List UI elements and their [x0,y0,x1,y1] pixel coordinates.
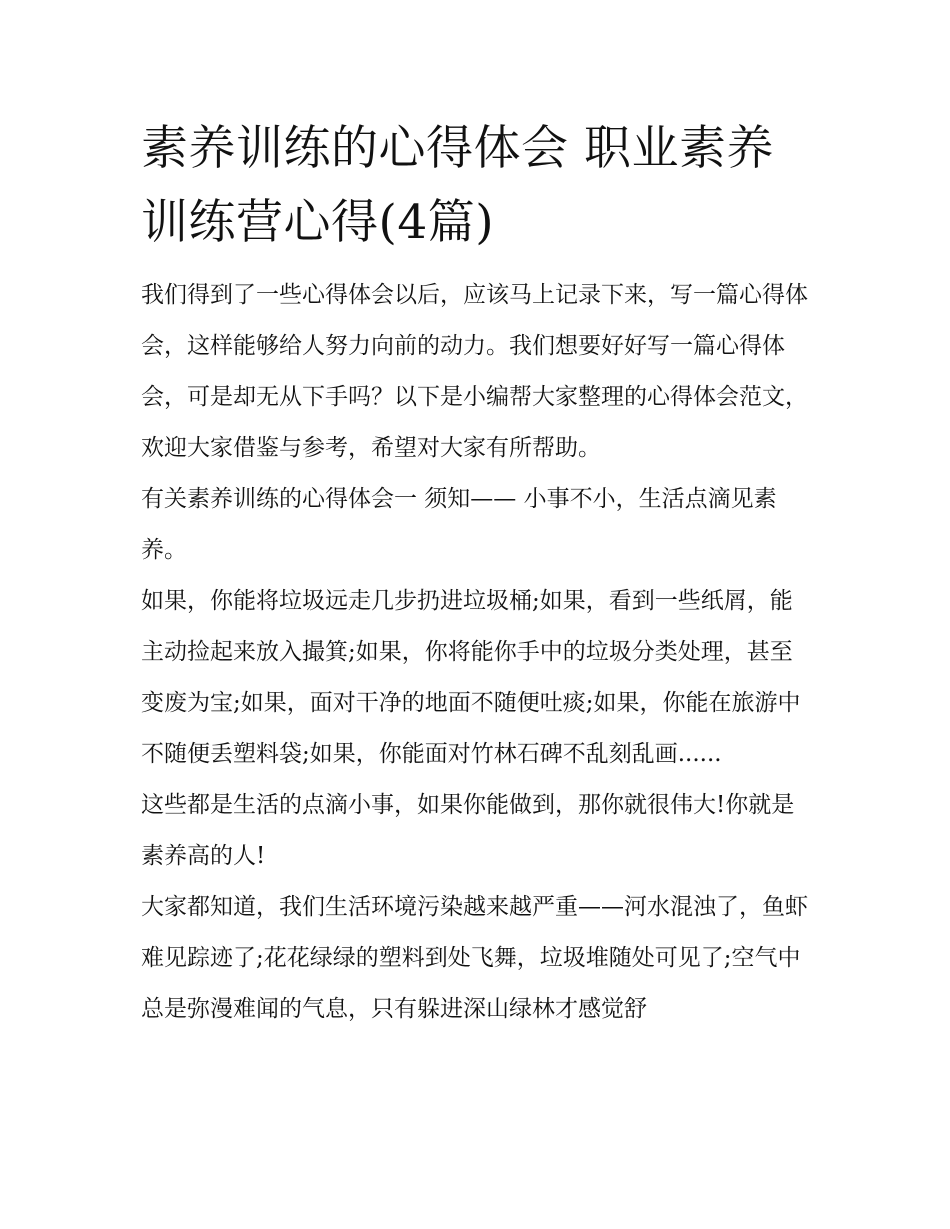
document-title: 素养训练的心得体会 职业素养训练营心得(4篇) [141,121,774,250]
intro-paragraph: 我们得到了一些心得体会以后，应该马上记录下来，写一篇心得体会，这样能够给人努力向前的动力。我们想要好好写一篇心得体会，可是却无从下手吗？以下是小编帮大家整理的心得体会范文，欢迎大家借鉴与参考，希望对大家有所帮助。 [141,282,808,461]
body-paragraph: 如果，你能将垃圾远走几步扔进垃圾桶;如果，看到一些纸屑，能主动捡起来放入撮箕;如果，你将能你手中的垃圾分类处理，甚至变废为宝;如果，面对干净的地面不随便吐痰;如果，你能在旅游中不随便丢塑料袋;如果，你能面对竹林石碑不乱刻乱画...... [141,588,801,767]
section-heading-paragraph: 有关素养训练的心得体会一 须知—— 小事不小，生活点滴见素养。 [141,486,777,563]
body-paragraph: 大家都知道，我们生活环境污染越来越严重——河水混浊了，鱼虾难见踪迹了;花花绿绿的塑料到处飞舞，垃圾堆随处可见了;空气中总是弥漫难闻的气息，只有躲进深山绿林才感觉舒 [141,894,808,1022]
document-body [141,112,813,1035]
title-block [141,112,813,260]
body-paragraph: 这些都是生活的点滴小事，如果你能做到，那你就很伟大!你就是素养高的人! [141,792,795,869]
